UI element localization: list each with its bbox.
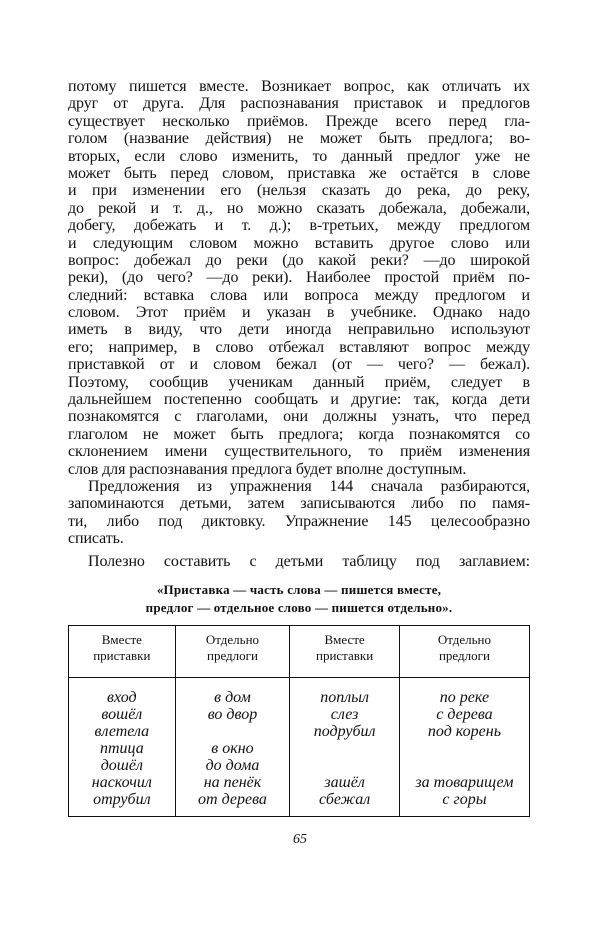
- text-line: Предложения из упражнения 144 сначала разбираются,: [88, 477, 530, 495]
- text-line: дальнейшем постепенно сообщать и другие: так, когда дети: [68, 391, 530, 409]
- column-header: Вместе приставки: [290, 626, 400, 678]
- table-header-row: [69, 626, 530, 678]
- text-line: потому пишется вместе. Возникает вопрос, как отличать их: [68, 78, 530, 95]
- table-cell: от дерева: [198, 791, 267, 808]
- table-cell: отрубил: [93, 791, 151, 808]
- table-cell: по реке: [439, 689, 490, 706]
- table-cell: с горы: [442, 791, 487, 808]
- text-line: следний: вставка слова или вопроса между предлогом и: [68, 286, 530, 304]
- table-cell: в окно: [211, 740, 254, 757]
- text-line: и следующим словом можно вставить другое слово или: [68, 234, 530, 252]
- page-number: 65: [293, 832, 307, 847]
- text-line: его; например, в слово отбежал вставляют вопрос между: [68, 338, 530, 356]
- table-cell: наскочил: [91, 774, 152, 791]
- text-line: иметь в виду, что дети иногда неправильно используют: [68, 321, 530, 339]
- table-cell: птица: [99, 740, 144, 757]
- column-header: Отдельно предлоги: [175, 626, 290, 678]
- table-caption-line: предлог — отдельное слово — пишется отдельно».: [145, 600, 453, 615]
- body-text: [68, 78, 530, 570]
- table-cell: подрубил: [313, 723, 376, 740]
- text-line: склонением имени существительного, то приём изменения: [68, 443, 530, 461]
- text-line: ти, либо под диктовку. Упражнение 145 целесообразно: [68, 512, 530, 530]
- table-cell: [400, 757, 529, 774]
- table-cell: в дом: [214, 689, 251, 706]
- table-body-row: [69, 678, 530, 817]
- table-column-prepositions-1: [175, 678, 290, 817]
- text-line: вторых, если слово изменить, то данный предлог уже не: [68, 147, 530, 165]
- text-line: реки), (до чего? —до реки). Наиболее простой приём по-: [68, 269, 530, 287]
- prefix-preposition-table: [68, 625, 530, 817]
- table-cell: зашёл: [324, 774, 365, 791]
- table-cell: вход: [107, 689, 137, 706]
- text-line: Полезно составить с детьми таблицу под заглавием:: [88, 552, 530, 570]
- text-line: друг от друга. Для распознавания приставок и предлогов: [68, 95, 530, 113]
- text-line: запоминаются детьми, затем записываются либо по памя-: [68, 495, 530, 513]
- table-cell: на пенёк: [203, 774, 262, 791]
- table-cell: за товарищем: [415, 774, 514, 791]
- text-line: слов для распознавания предлога будет вполне доступным.: [68, 460, 467, 478]
- text-line: добегу, добежать и т. д.); в-третьих, между предлогом: [68, 217, 530, 235]
- table-cell: во двор: [207, 706, 258, 723]
- table-cell: дошёл: [100, 757, 143, 774]
- table-cell: под корень: [427, 723, 501, 740]
- table-cell: [290, 740, 399, 757]
- table-caption-line: «Приставка — часть слова — пишется вместе,: [156, 582, 442, 597]
- table-cell: сбежал: [318, 791, 371, 808]
- table-column-prefixes-1: [69, 678, 176, 817]
- table-cell: [400, 740, 529, 757]
- text-line: словом. Этот приём и указан в учебнике. Однако надо: [68, 304, 530, 322]
- text-line: может быть перед словом, приставка же остаётся в слове: [68, 164, 530, 182]
- text-line: голом (название действия) не может быть предлога; во-: [68, 130, 530, 148]
- text-line: существует несколько приёмов. Прежде всего перед гла-: [68, 112, 530, 130]
- table-cell: с дерева: [436, 706, 493, 723]
- text-line: познакомятся с глаголами, они должны узнать, что перед: [68, 408, 530, 426]
- text-line: до рекой и т. д., но можно сказать добежала, добежали,: [68, 199, 530, 217]
- text-line: вопрос: добежал до реки (до какой реки? —до широкой: [68, 251, 530, 269]
- table-cell: слез: [330, 706, 359, 723]
- table-cell: до дома: [205, 757, 260, 774]
- table-cell: [290, 757, 399, 774]
- table-cell: [176, 723, 290, 740]
- text-line: глаголом не может быть предлога; когда познакомятся со: [68, 425, 530, 443]
- column-header: Отдельно предлоги: [399, 626, 529, 678]
- text-line: приставкой от и словом бежал (от — чего? — бежал).: [68, 356, 530, 374]
- text-line: списать.: [68, 530, 124, 548]
- column-header: Вместе приставки: [69, 626, 176, 678]
- text-line: и при изменении его (нельзя сказать до река, до реку,: [68, 182, 530, 200]
- text-line: Поэтому, сообщив ученикам данный приём, следует в: [68, 373, 530, 391]
- table-cell: влетела: [94, 723, 150, 740]
- table-cell: поплыл: [320, 689, 369, 706]
- table-column-prefixes-2: [290, 678, 400, 817]
- table-column-prepositions-2: [399, 678, 529, 817]
- table-cell: вошёл: [101, 706, 143, 723]
